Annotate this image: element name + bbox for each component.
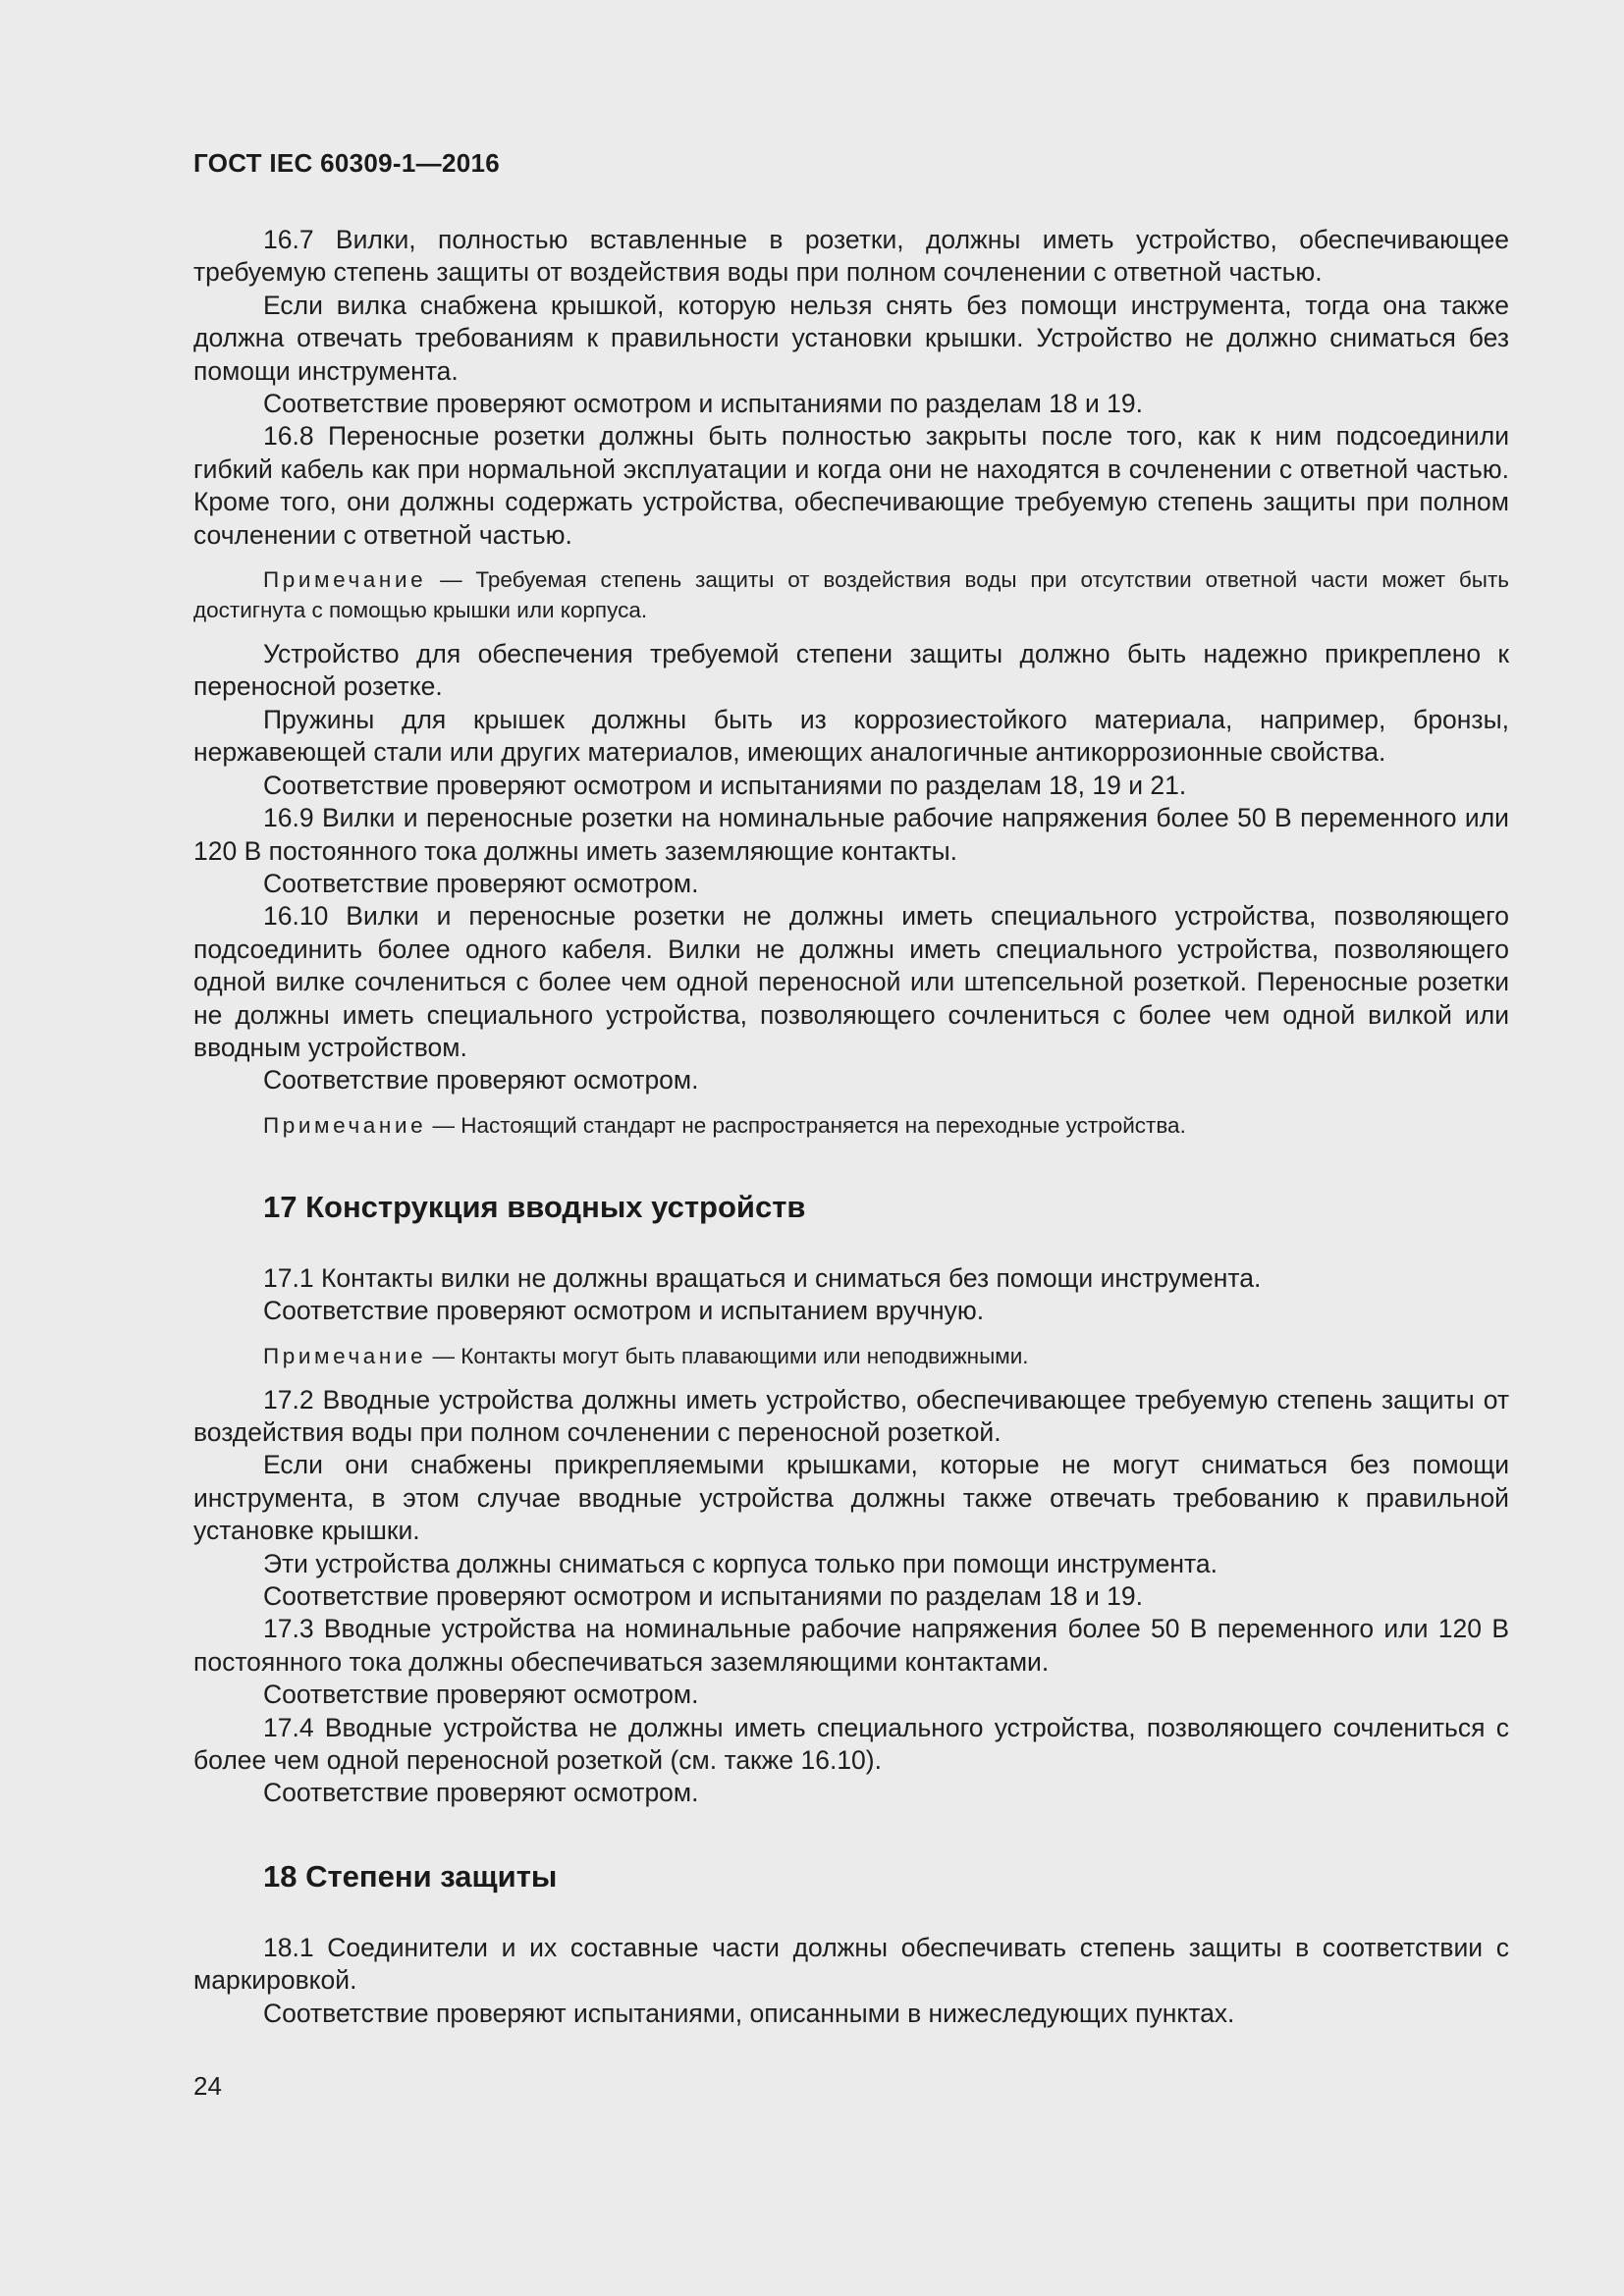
clause-16-8: 16.8 Переносные розетки должны быть полностью закрыты после того, как к ним подсоединили гибкий кабель как при нормальной эксплуатации и когда они не находятся в сочленении с ответной частью. Кроме того, они должны содержать устройства, обеспечивающие требуемую степень защиты при полном сочленении с ответной частью.	[193, 421, 1509, 550]
clause-17-3: 17.3 Вводные устройства на номинальные рабочие напряжения более 50 В переменного или 120 В постоянного тока должны обеспечиваться заземляющими контактами.	[193, 1614, 1509, 1677]
note-text: — Настоящий стандарт не распространяется на переходные устройства.	[426, 1112, 1186, 1138]
note-label: Примечание	[263, 1343, 427, 1368]
clause-17-1-check: Соответствие проверяют осмотром и испытанием вручную.	[263, 1296, 985, 1326]
section-heading-18: 18 Степени защиты	[263, 1858, 558, 1894]
clause-17-4: 17.4 Вводные устройства не должны иметь специального устройства, позволяющего сочлениться с более чем одной переносной розеткой (см. также 16.10).	[193, 1712, 1509, 1776]
clause-16-7: 16.7 Вилки, полностью вставленные в розетки, должны иметь устройство, обеспечивающее требуемую степень защиты от воздействия воды при полном сочленении с ответной частью.	[193, 225, 1509, 288]
note-label: Примечание	[263, 567, 427, 593]
clause-18-1-check: Соответствие проверяют испытаниями, описанными в нижеследующих пунктах.	[263, 1998, 1235, 2028]
clause-16-9: 16.9 Вилки и переносные розетки на номинальные рабочие напряжения более 50 В переменного или 120 В постоянного тока должны иметь заземляющие контакты.	[193, 803, 1509, 866]
section-heading-17: 17 Конструкция вводных устройств	[263, 1189, 806, 1224]
clause-16-7-check: Соответствие проверяют осмотром и испытаниями по разделам 18 и 19.	[263, 389, 1144, 419]
clause-16-8-check: Соответствие проверяют осмотром и испытаниями по разделам 18, 19 и 21.	[263, 770, 1187, 800]
clause-17-2-covers: Если они снабжены прикрепляемыми крышками, которые не могут сниматься без помощи инструмента, в этом случае вводные устройства должны также отвечать требованию к правильной установке крышки.	[193, 1450, 1509, 1546]
note-3	[193, 1341, 1509, 1371]
clause-16-8-springs: Пружины для крышек должны быть из коррозиестойкого материала, например, бронзы, нержавеющей стали или других материалов, имеющих аналогичные антикоррозионные свойства.	[193, 704, 1509, 768]
document-header: ГОСТ IEC 60309-1—2016	[193, 148, 500, 178]
clause-16-7-cover: Если вилка снабжена крышкой, которую нельзя снять без помощи инструмента, тогда она также должна отвечать требованиям к правильности установки крышки. Устройство не должно сниматься без помощи инструмента.	[193, 290, 1509, 386]
clause-17-2: 17.2 Вводные устройства должны иметь устройство, обеспечивающее требуемую степень защиты от воздействия воды при полном сочленении с переносной розеткой.	[193, 1384, 1509, 1447]
clause-16-10: 16.10 Вилки и переносные розетки не должны иметь специального устройства, позволяющего подсоединить более одного кабеля. Вилки не должны иметь специального устройства, позволяющего одной вилке сочлениться с более чем одной переносной или штепсельной розеткой. Переносные розетки не должны иметь специального устройства, позволяющего сочлениться с более чем одной вилкой или вводным устройством.	[193, 901, 1509, 1062]
page-number: 24	[193, 2071, 222, 2101]
clause-18-1: 18.1 Соединители и их составные части должны обеспечивать степень защиты в соответствии с маркировкой.	[193, 1932, 1509, 1996]
clause-17-4-check: Соответствие проверяют осмотром.	[263, 1778, 699, 1808]
note-text: — Требуемая степень защиты от воздействия воды при отсутствии ответной части может быть достигнута с помощью крышки или корпуса.	[193, 567, 1509, 623]
clause-17-3-check: Соответствие проверяют осмотром.	[263, 1680, 699, 1710]
clause-17-1: 17.1 Контакты вилки не должны вращаться и сниматься без помощи инструмента.	[263, 1262, 1262, 1293]
note-2	[193, 1110, 1509, 1141]
document-body	[193, 224, 1509, 2030]
note-text: — Контакты могут быть плавающими или неподвижными.	[426, 1343, 1029, 1368]
clause-17-2-check: Соответствие проверяют осмотром и испытаниями по разделам 18 и 19.	[263, 1581, 1144, 1611]
clause-17-2-removal: Эти устройства должны сниматься с корпуса только при помощи инструмента.	[263, 1548, 1218, 1578]
clause-16-8-fixed: Устройство для обеспечения требуемой степени защиты должно быть надежно прикреплено к переносной розетке.	[193, 639, 1509, 702]
note-1	[193, 564, 1509, 625]
clause-16-10-check: Соответствие проверяют осмотром.	[263, 1065, 699, 1095]
clause-16-9-check: Соответствие проверяют осмотром.	[263, 868, 699, 898]
note-label: Примечание	[263, 1112, 427, 1138]
